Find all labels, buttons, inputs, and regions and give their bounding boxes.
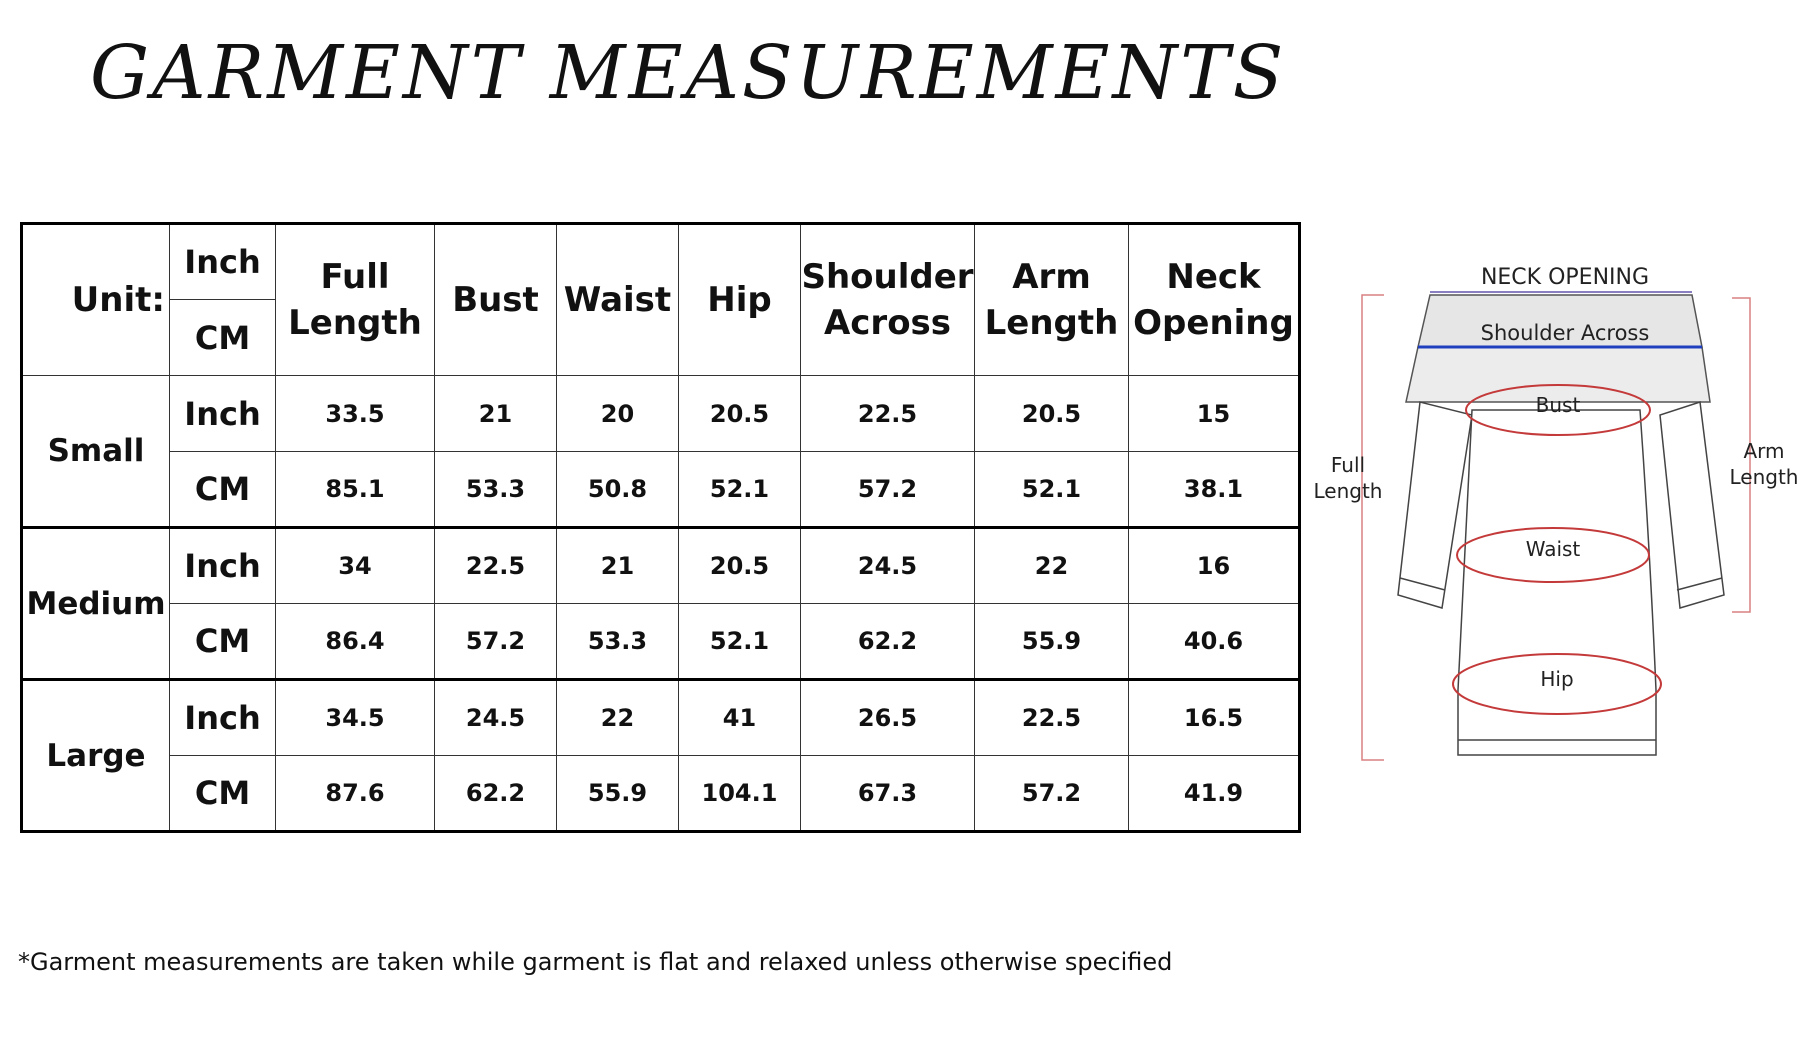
right-sleeve [1660,402,1724,608]
full-length-bracket [1362,295,1384,760]
table-row [22,604,1300,680]
unit-label-inch: Inch [170,680,276,756]
measurement-cell: 34.5 [276,680,435,756]
measurement-cell: 22 [557,680,679,756]
size-label: Large [22,680,170,832]
header-neck-opening: Neck Opening [1129,224,1300,376]
unit-label-cm: CM [170,604,276,680]
measurement-cell: 34 [276,528,435,604]
page-title: GARMENT MEASUREMENTS [90,30,1287,116]
header-arm-length: Arm Length [975,224,1129,376]
measurement-cell: 16 [1129,528,1300,604]
measurement-cell: 104.1 [679,756,801,832]
measurement-cell: 26.5 [801,680,975,756]
measurement-cell: 53.3 [557,604,679,680]
measurement-cell: 22 [975,528,1129,604]
measurement-cell: 24.5 [435,680,557,756]
footnote: *Garment measurements are taken while garment is flat and relaxed unless otherwise specified [18,948,1173,976]
table-row [22,680,1300,756]
measurement-cell: 21 [435,376,557,452]
measurement-cell: 52.1 [679,452,801,528]
measurement-cell: 57.2 [801,452,975,528]
header-full-length: Full Length [276,224,435,376]
header-bust: Bust [435,224,557,376]
measurement-cell: 85.1 [276,452,435,528]
measurement-cell: 62.2 [801,604,975,680]
measurement-cell: 57.2 [435,604,557,680]
header-hip: Hip [679,224,801,376]
measurement-cell: 41 [679,680,801,756]
table-row [22,528,1300,604]
measurement-cell: 20.5 [975,376,1129,452]
measurement-cell: 55.9 [975,604,1129,680]
arm-length-label-line1: Arm [1743,439,1785,463]
measurement-cell: 16.5 [1129,680,1300,756]
measurement-cell: 40.6 [1129,604,1300,680]
measurement-cell: 38.1 [1129,452,1300,528]
unit-label-inch: Inch [170,528,276,604]
measurement-cell: 33.5 [276,376,435,452]
full-length-label-line1: Full [1330,453,1366,477]
table-row [22,756,1300,832]
unit-label: Unit: [22,224,170,376]
measurement-cell: 22.5 [435,528,557,604]
measurement-cell: 50.8 [557,452,679,528]
bust-label: Bust [1535,393,1581,417]
measurement-cell: 52.1 [679,604,801,680]
left-sleeve [1398,402,1472,608]
neck-opening-label: NECK OPENING [1480,265,1650,290]
measurement-cell: 20 [557,376,679,452]
unit-header-inch: Inch [170,224,276,300]
measurement-cell: 67.3 [801,756,975,832]
table-row [22,376,1300,452]
measurement-cell: 86.4 [276,604,435,680]
size-label: Medium [22,528,170,680]
measurement-cell: 53.3 [435,452,557,528]
measurement-cell: 22.5 [975,680,1129,756]
measurement-cell: 87.6 [276,756,435,832]
waist-label: Waist [1525,537,1581,561]
header-shoulder-across: Shoulder Across [801,224,975,376]
unit-label-cm: CM [170,756,276,832]
measurement-cell: 57.2 [975,756,1129,832]
measurement-cell: 41.9 [1129,756,1300,832]
measurement-cell: 62.2 [435,756,557,832]
header-waist: Waist [557,224,679,376]
shoulder-across-label: Shoulder Across [1480,321,1650,345]
garment-diagram [1300,250,1800,770]
measurement-cell: 20.5 [679,528,801,604]
arm-length-label-line2: Length [1729,465,1799,489]
measurement-cell: 15 [1129,376,1300,452]
full-length-label-line2: Length [1313,479,1383,503]
measurement-cell: 20.5 [679,376,801,452]
unit-header-cm: CM [170,300,276,376]
measurement-cell: 52.1 [975,452,1129,528]
measurement-cell: 55.9 [557,756,679,832]
size-chart-table [20,222,1301,833]
hip-label: Hip [1540,667,1574,691]
unit-label-cm: CM [170,452,276,528]
unit-label-inch: Inch [170,376,276,452]
measurement-cell: 24.5 [801,528,975,604]
measurement-cell: 21 [557,528,679,604]
measurement-cell: 22.5 [801,376,975,452]
table-row [22,452,1300,528]
size-label: Small [22,376,170,528]
